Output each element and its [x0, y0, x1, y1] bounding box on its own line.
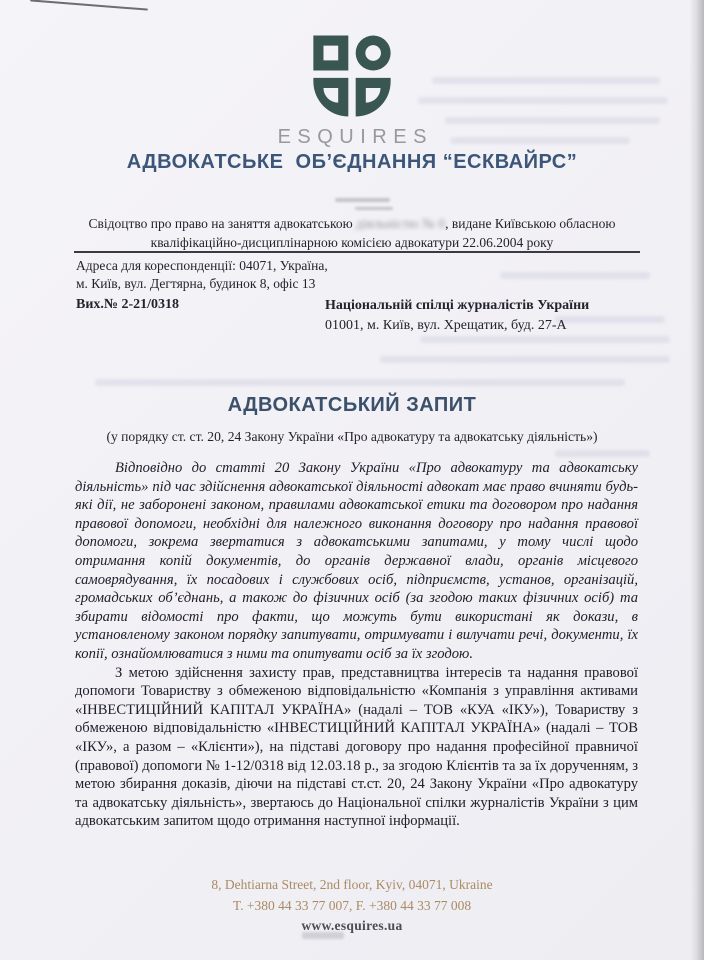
bleed-through-artifact: [432, 77, 660, 84]
correspondence-address-line2: м. Київ, вул. Дегтярна, будинок 8, офіс 13: [76, 275, 316, 291]
recipient-block: [325, 296, 589, 336]
bleed-through-artifact: [500, 272, 650, 279]
bleed-through-artifact: [445, 117, 660, 124]
footer-phones: T. +380 44 33 77 007, F. +380 44 33 77 008: [232, 897, 472, 913]
correspondence-address-line1: Адреса для кореспонденції: 04071, Україна,: [76, 258, 328, 273]
organization-name: АДВОКАТСЬКЕ ОБ’ЄДНАННЯ “ЕСКВАЙРС”: [126, 151, 578, 173]
footer-address: 8, Dehtiarna Street, 2nd floor, Kyiv, 04071, Ukraine: [211, 877, 493, 892]
bleed-through-artifact: [95, 379, 625, 386]
recipient-address: 01001, м. Київ, вул. Хрещатик, буд. 27-А: [325, 318, 567, 333]
certificate-text: Свідоцтво про право на заняття адвокатською: [88, 216, 357, 231]
footer-website: www.esquires.ua: [301, 918, 403, 933]
bleed-through-artifact: [418, 97, 668, 104]
document-subtitle: (у порядку ст. ст. 20, 24 Закону України «Про адвокатуру та адвокатську діяльність»): [106, 429, 598, 444]
certificate-note: [52, 214, 652, 252]
paper-fold-mark: [30, 0, 148, 11]
bleed-through-artifact: [420, 336, 670, 343]
ink-smudge: [355, 207, 393, 210]
recipient-name: Національній спілці журналістів України: [325, 298, 590, 313]
bleed-through-artifact: [380, 356, 670, 363]
ink-smudge: [335, 198, 390, 202]
paragraph-request: З метою здійснення захисту прав, представництва інтересів та надання правової допомоги Товариству з обмеженою відповідальністю «Компанія з управління активами «ІНВЕСТИЦІЙНИЙ КАПІТАЛ УКРАЇНА» (надалі – ТОВ «КУА «ІКУ»), Товариству з обмеженою відповідальністю «ІНВЕСТИЦІЙНИЙ КАПІТАЛ УКРАЇНА» (надалі – ТОВ «ІКУ», а разом – «Клієнти»), на підставі договору про надання професійної правничої (правової) допомоги № 1-12/0318 від 12.03.18 р., за згодою Клієнтів та за їх дорученням, з метою збирання доказів, діючи на підставі ст.ст. 20, 24 Закону України «Про адвокатуру та адвокатську діяльність», звертаюсь до Національної спілки журналістів України з цим адвокатським запитом щодо отримання наступної інформації.: [75, 664, 638, 830]
letterhead-footer: [0, 875, 704, 937]
certificate-blurred-number: діяльністю № 0: [356, 216, 446, 231]
brand-wordmark: ESQUIRES: [277, 126, 433, 148]
letterhead-divider: [74, 251, 640, 253]
correspondence-address: [76, 257, 328, 292]
certificate-text: , видане Київською обласною: [445, 216, 616, 231]
esquires-shield-logo-icon: [304, 30, 400, 122]
document-title: АДВОКАТСЬКИЙ ЗАПИТ: [227, 394, 477, 416]
outgoing-reference-number: Вих.№ 2-21/0318: [76, 297, 180, 312]
bleed-through-artifact: [555, 450, 650, 457]
paragraph-legal-basis: Відповідно до статті 20 Закону України «Про адвокатуру та адвокатську діяльність» під час здійснення адвокатської діяльності адвокат має право вчиняти будь-які дії, не заборонені законом, правилами адвокатської етики та договором про надання правової допомоги, необхідні для належного виконання договору про надання правової допомоги, зокрема звертатися з адвокатськими запитами, у тому числі щодо отримання копій документів, до органів державної влади, органів місцевого самоврядування, їх посадових і службових осіб, підприємств, установ, організацій, громадських об’єднань, а також до фізичних осіб (за згодою таких фізичних осіб) та збирати відомості про факти, що можуть бути використані як докази, в установленому законом порядку запитувати, отримувати і вилучати речі, документи, їх копії, ознайомлюватися з ними та опитувати осіб за їх згодою.: [75, 460, 638, 662]
certificate-text-line2: кваліфікаційно-дисциплінарною комісією адвокатури 22.06.2004 року: [150, 235, 554, 250]
document-body: [75, 459, 638, 831]
